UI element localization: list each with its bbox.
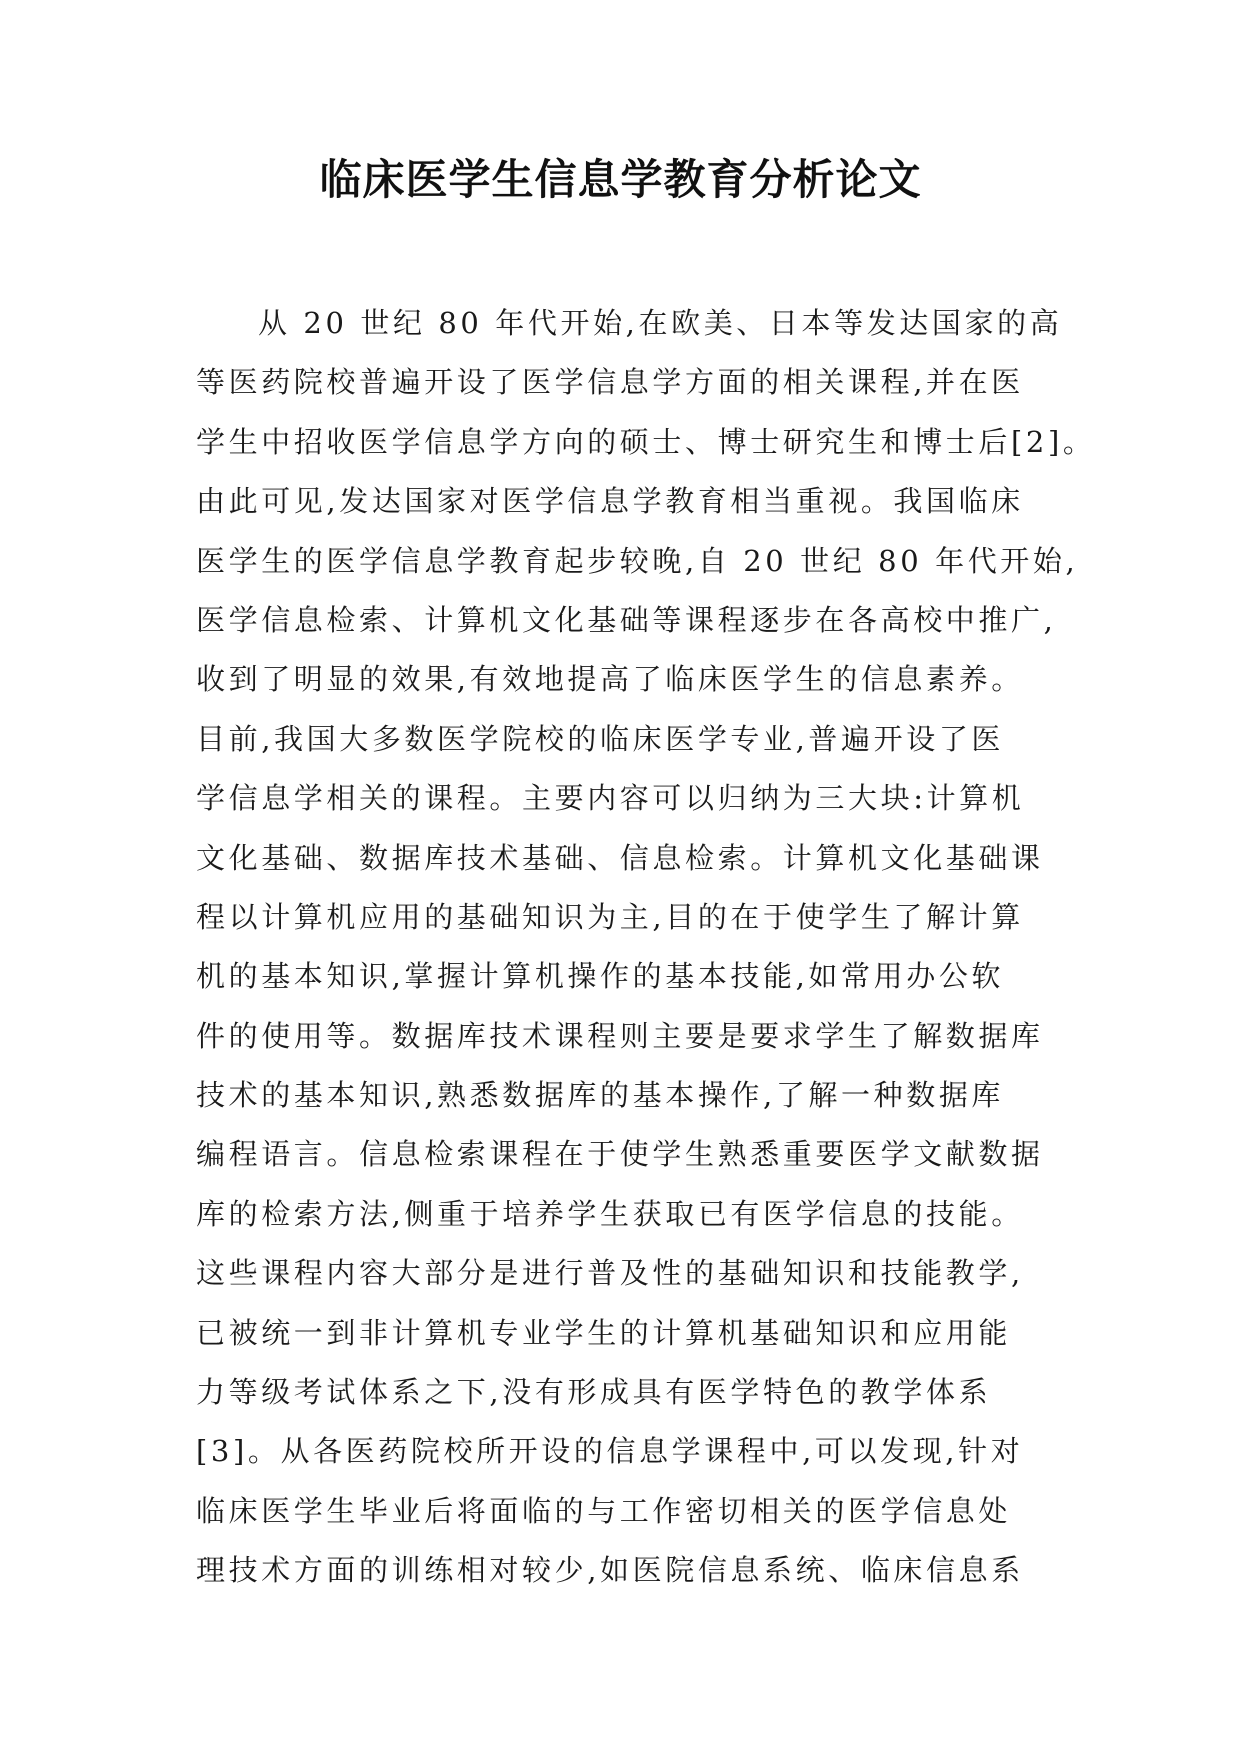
body-line: 理技术方面的训练相对较少,如医院信息系统、临床信息系: [196, 1553, 1024, 1588]
body-line: 从 20 世纪 80 年代开始,在欧美、日本等发达国家的高: [258, 306, 1063, 340]
body-line: 件的使用等。数据库技术课程则主要是要求学生了解数据库: [196, 1018, 1044, 1053]
body-line: [3]。从各医药院校所开设的信息学课程中,可以发现,针对: [196, 1434, 1024, 1469]
body-line: 已被统一到非计算机专业学生的计算机基础知识和应用能: [196, 1315, 1012, 1350]
body-line: 由此可见,发达国家对医学信息学教育相当重视。我国临床: [196, 484, 1024, 519]
body-line: 编程语言。信息检索课程在于使学生熟悉重要医学文献数据: [196, 1137, 1044, 1172]
body-line: 目前,我国大多数医学院校的临床医学专业,普遍开设了医: [196, 721, 1005, 756]
body-line: 程以计算机应用的基础知识为主,目的在于使学生了解计算: [196, 899, 1024, 934]
body-line: 医学信息检索、计算机文化基础等课程逐步在各高校中推广,: [196, 602, 1057, 637]
body-line: 这些课程内容大部分是进行普及性的基础知识和技能教学,: [196, 1256, 1024, 1291]
body-line: 学生中招收医学信息学方向的硕士、博士研究生和博士后[2]。: [196, 424, 1096, 459]
body-line: 机的基本知识,掌握计算机操作的基本技能,如常用办公软: [196, 959, 1005, 994]
body-line: 医学生的医学信息学教育起步较晚,自 20 世纪 80 年代开始,: [196, 543, 1079, 578]
body-line: 库的检索方法,侧重于培养学生获取已有医学信息的技能。: [196, 1196, 1024, 1231]
body-line: 收到了明显的效果,有效地提高了临床医学生的信息素养。: [196, 662, 1024, 697]
document-title: 临床医学生信息学教育分析论文: [319, 155, 922, 204]
body-line: 等医药院校普遍开设了医学信息学方面的相关课程,并在医: [196, 365, 1024, 400]
body-line: 临床医学生毕业后将面临的与工作密切相关的医学信息处: [196, 1493, 1012, 1528]
body-line: 学信息学相关的课程。主要内容可以归纳为三大块:计算机: [196, 781, 1025, 816]
body-paragraph: [196, 294, 1096, 1601]
body-line: 文化基础、数据库技术基础、信息检索。计算机文化基础课: [196, 840, 1044, 875]
body-line: 技术的基本知识,熟悉数据库的基本操作,了解一种数据库: [196, 1078, 1005, 1113]
body-line: 力等级考试体系之下,没有形成具有医学特色的教学体系: [196, 1375, 992, 1410]
